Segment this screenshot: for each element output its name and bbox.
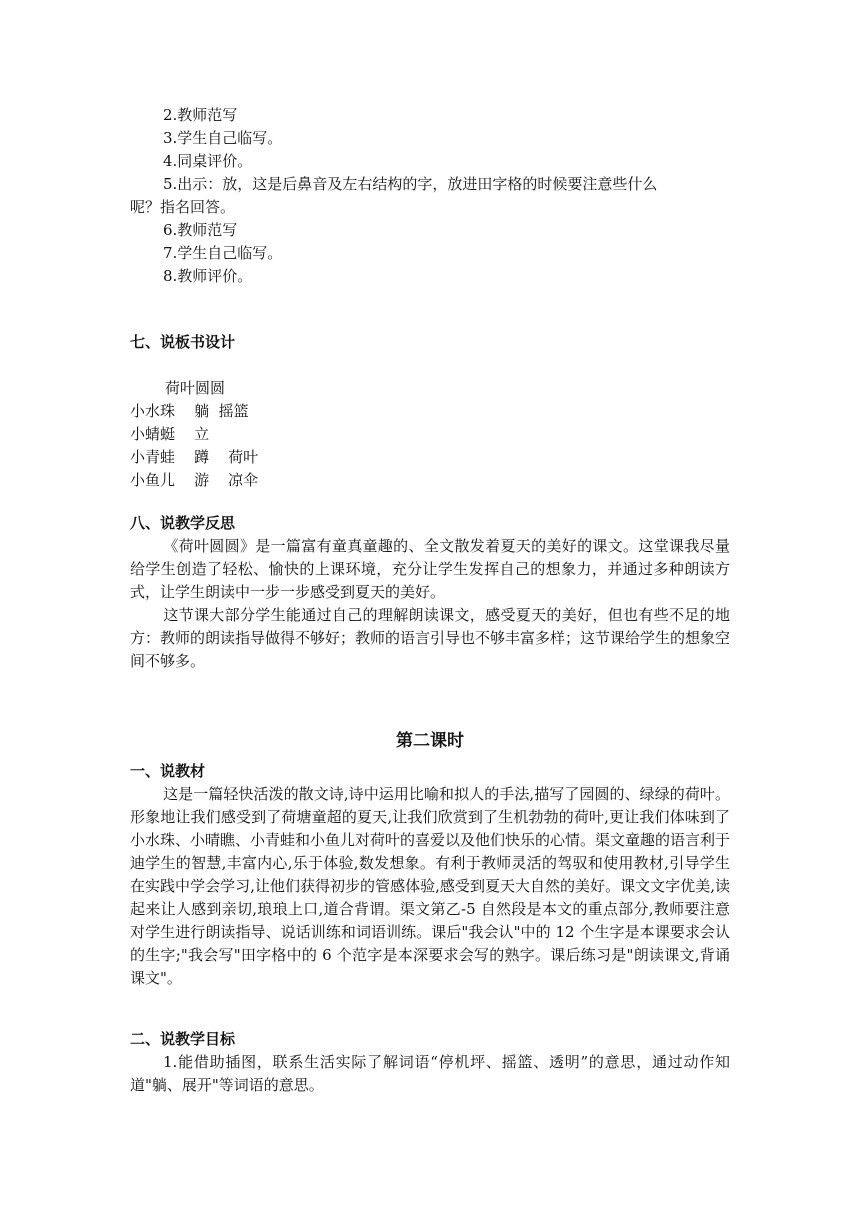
lesson-title: 第二课时: [396, 731, 464, 751]
paragraph: 1.能借助插图，联系生活实际了解词语“停机坪、摇篮、透明”的意思，通过动作知道"躺、展开"等词语的意思。: [130, 1053, 730, 1094]
step-item: 3.学生自己临写。: [163, 129, 283, 147]
step-item: 6.教师范写: [163, 221, 238, 239]
section-heading: 一、说教材: [130, 762, 206, 780]
step-item: 8.教师评价。: [163, 267, 253, 285]
board-row: 小水珠 躺 摇篮: [130, 402, 249, 420]
board-title: 荷叶圆圆: [165, 379, 226, 397]
paragraph: 这是一篇轻快活泼的散文诗,诗中运用比喻和拟人的手法,描写了园圆的、绿绿的荷叶。形象地让我们感受到了荷塘童超的夏天,让我们欣赏到了生机勃勃的荷叶,更让我们体味到了小水珠、小晴瞧、小青蛙和小鱼儿对荷叶的喜爱以及他们快乐的心情。渠文童趣的语言利于迪学生的智慧,丰富内心,乐于体验,数发想象。有利于教师灵活的驾驭和使用教材,引导学生在实践中学会学习,让他们获得初步的管感体验,感受到夏天大自然的美好。课文文字优美,读起来让人感到亲切,琅琅上口,道合背谓。渠文第乙-5 自然段是本文的重点部分,教师要注意对学生进行朗读指导、说话训练和词语训练。课后"我会认"中的 12 个生字是本课要求会认的生字;"我会写"田字格中的 6 个范字是本深要求会写的熟字。课后练习是"朗读课文,背诵课文"。: [130, 785, 731, 987]
step-item: 2.教师范写: [163, 106, 238, 124]
step-item-continued: 呢？指名回答。: [130, 198, 236, 216]
paragraph: 《荷叶圆圆》是一篇富有童真童趣的、全文散发着夏天的美好的课文。这堂课我尽量给学生创造了轻松、愉快的上课环境，充分让学生发挥自己的想象力，并通过多种朗读方式，让学生朗读中一步一步感受到夏天的美好。: [130, 537, 730, 601]
step-item: 7.学生自己临写。: [163, 244, 283, 262]
step-item: 5.出示：放，这是后鼻音及左右结构的字，放进田字格的时候要注意些什么: [163, 175, 658, 193]
section-heading: 七、说板书设计: [130, 333, 236, 351]
section-heading: 八、说教学反思: [130, 514, 236, 532]
step-item: 4.同桌评价。: [163, 152, 253, 170]
paragraph: 这节课大部分学生能通过自己的理解朗读课文，感受夏天的美好，但也有些不足的地方：教师的朗读指导做得不够好；教师的语言引导也不够丰富多样；这节课给学生的想象空间不够多。: [130, 606, 731, 670]
board-row: 小蜻蜓 立: [130, 425, 210, 443]
section-heading: 二、说教学目标: [130, 1030, 236, 1048]
board-row: 小鱼儿 游 凉伞: [130, 471, 259, 489]
board-row: 小青蛙 蹲 荷叶: [130, 448, 259, 466]
